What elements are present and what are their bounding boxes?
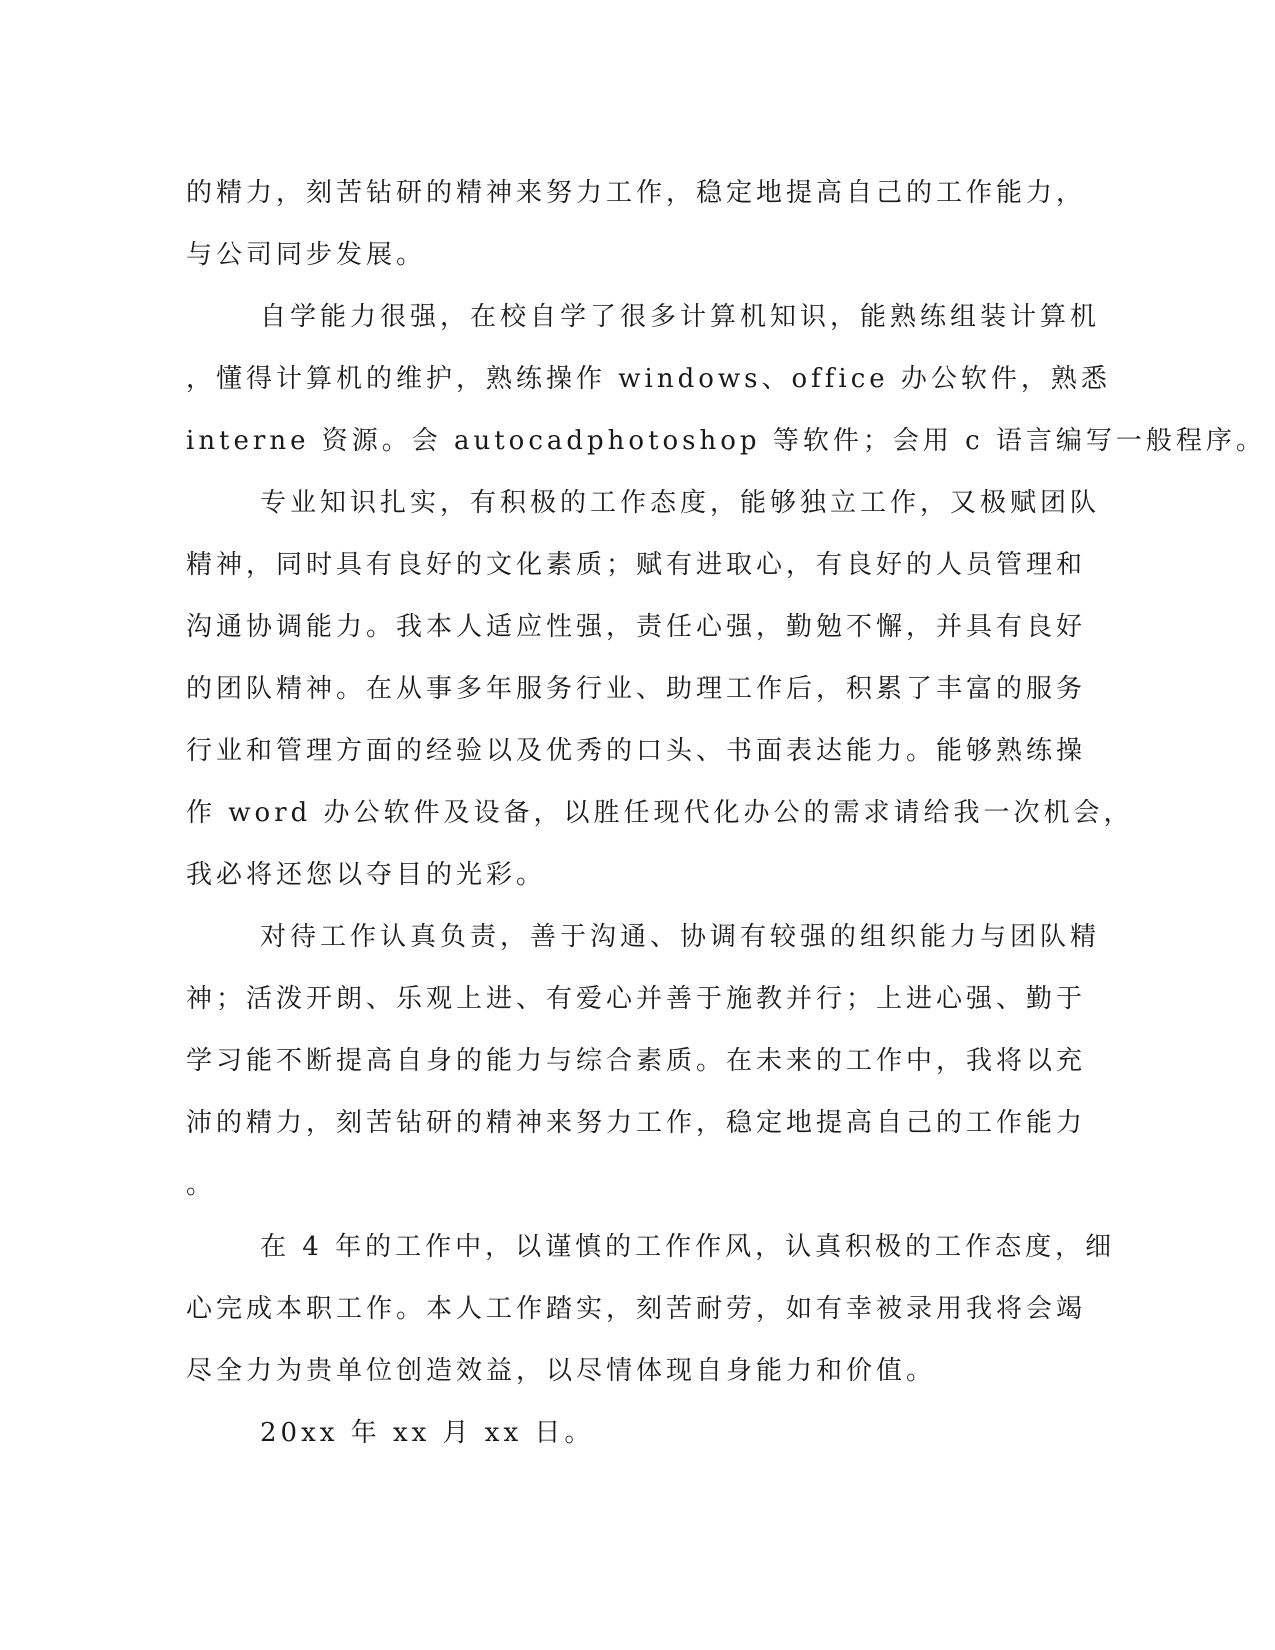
text-line: 专业知识扎实，有积极的工作态度，能够独立工作，又极赋团队 [260,488,1101,518]
text-line: 的精力，刻苦钻研的精神来努力工作，稳定地提高自己的工作能力， [186,178,1087,208]
text-line: 我必将还您以夺目的光彩。 [186,860,547,890]
date-line [186,1402,1091,1464]
text-line: ，懂得计算机的维护，熟练操作 windows、office 办公软件，熟悉 [186,364,1111,394]
text-line: 神；活泼开朗、乐观上进、有爱心并善于施教并行；上进心强、勤于 [186,984,1087,1014]
paragraph-5 [186,1216,1116,1402]
text-line: 。 [186,1170,217,1200]
date-text: 20xx 年 xx 月 xx 日。 [260,1418,595,1448]
text-line: 沟通协调能力。我本人适应性强，责任心强，勤勉不懈，并具有良好 [186,612,1087,642]
document-body [186,162,1266,1464]
text-line: 心完成本职工作。本人工作踏实，刻苦耐劳，如有幸被录用我将会竭 [186,1294,1087,1324]
text-line: 学习能不断提高自身的能力与综合素质。在未来的工作中，我将以充 [186,1046,1087,1076]
text-line: 对待工作认真负责，善于沟通、协调有较强的组织能力与团队精 [260,922,1101,952]
text-line: 尽全力为贵单位创造效益，以尽情体现自身能力和价值。 [186,1356,937,1386]
paragraph-1 [186,162,1091,286]
text-line: 与公司同步发展。 [186,240,427,270]
text-line: interne 资源。会 autocadphotoshop 等软件；会用 c 语言编写一般程序。 [186,426,1266,456]
text-line: 作 word 办公软件及设备，以胜任现代化办公的需求请给我一次机会， [186,798,1134,828]
paragraph-3 [186,472,1134,906]
text-line: 自学能力很强，在校自学了很多计算机知识，能熟练组装计算机 [260,302,1101,332]
text-line: 精神，同时具有良好的文化素质；赋有进取心，有良好的人员管理和 [186,550,1087,580]
text-line: 沛的精力，刻苦钻研的精神来努力工作，稳定地提高自己的工作能力 [186,1108,1087,1138]
paragraph-4 [186,906,1101,1216]
text-line: 在 4 年的工作中，以谨慎的工作作风，认真积极的工作态度，细 [260,1232,1116,1262]
text-line: 的团队精神。在从事多年服务行业、助理工作后，积累了丰富的服务 [186,674,1087,704]
text-line: 行业和管理方面的经验以及优秀的口头、书面表达能力。能够熟练操 [186,736,1087,766]
paragraph-2 [186,286,1266,472]
